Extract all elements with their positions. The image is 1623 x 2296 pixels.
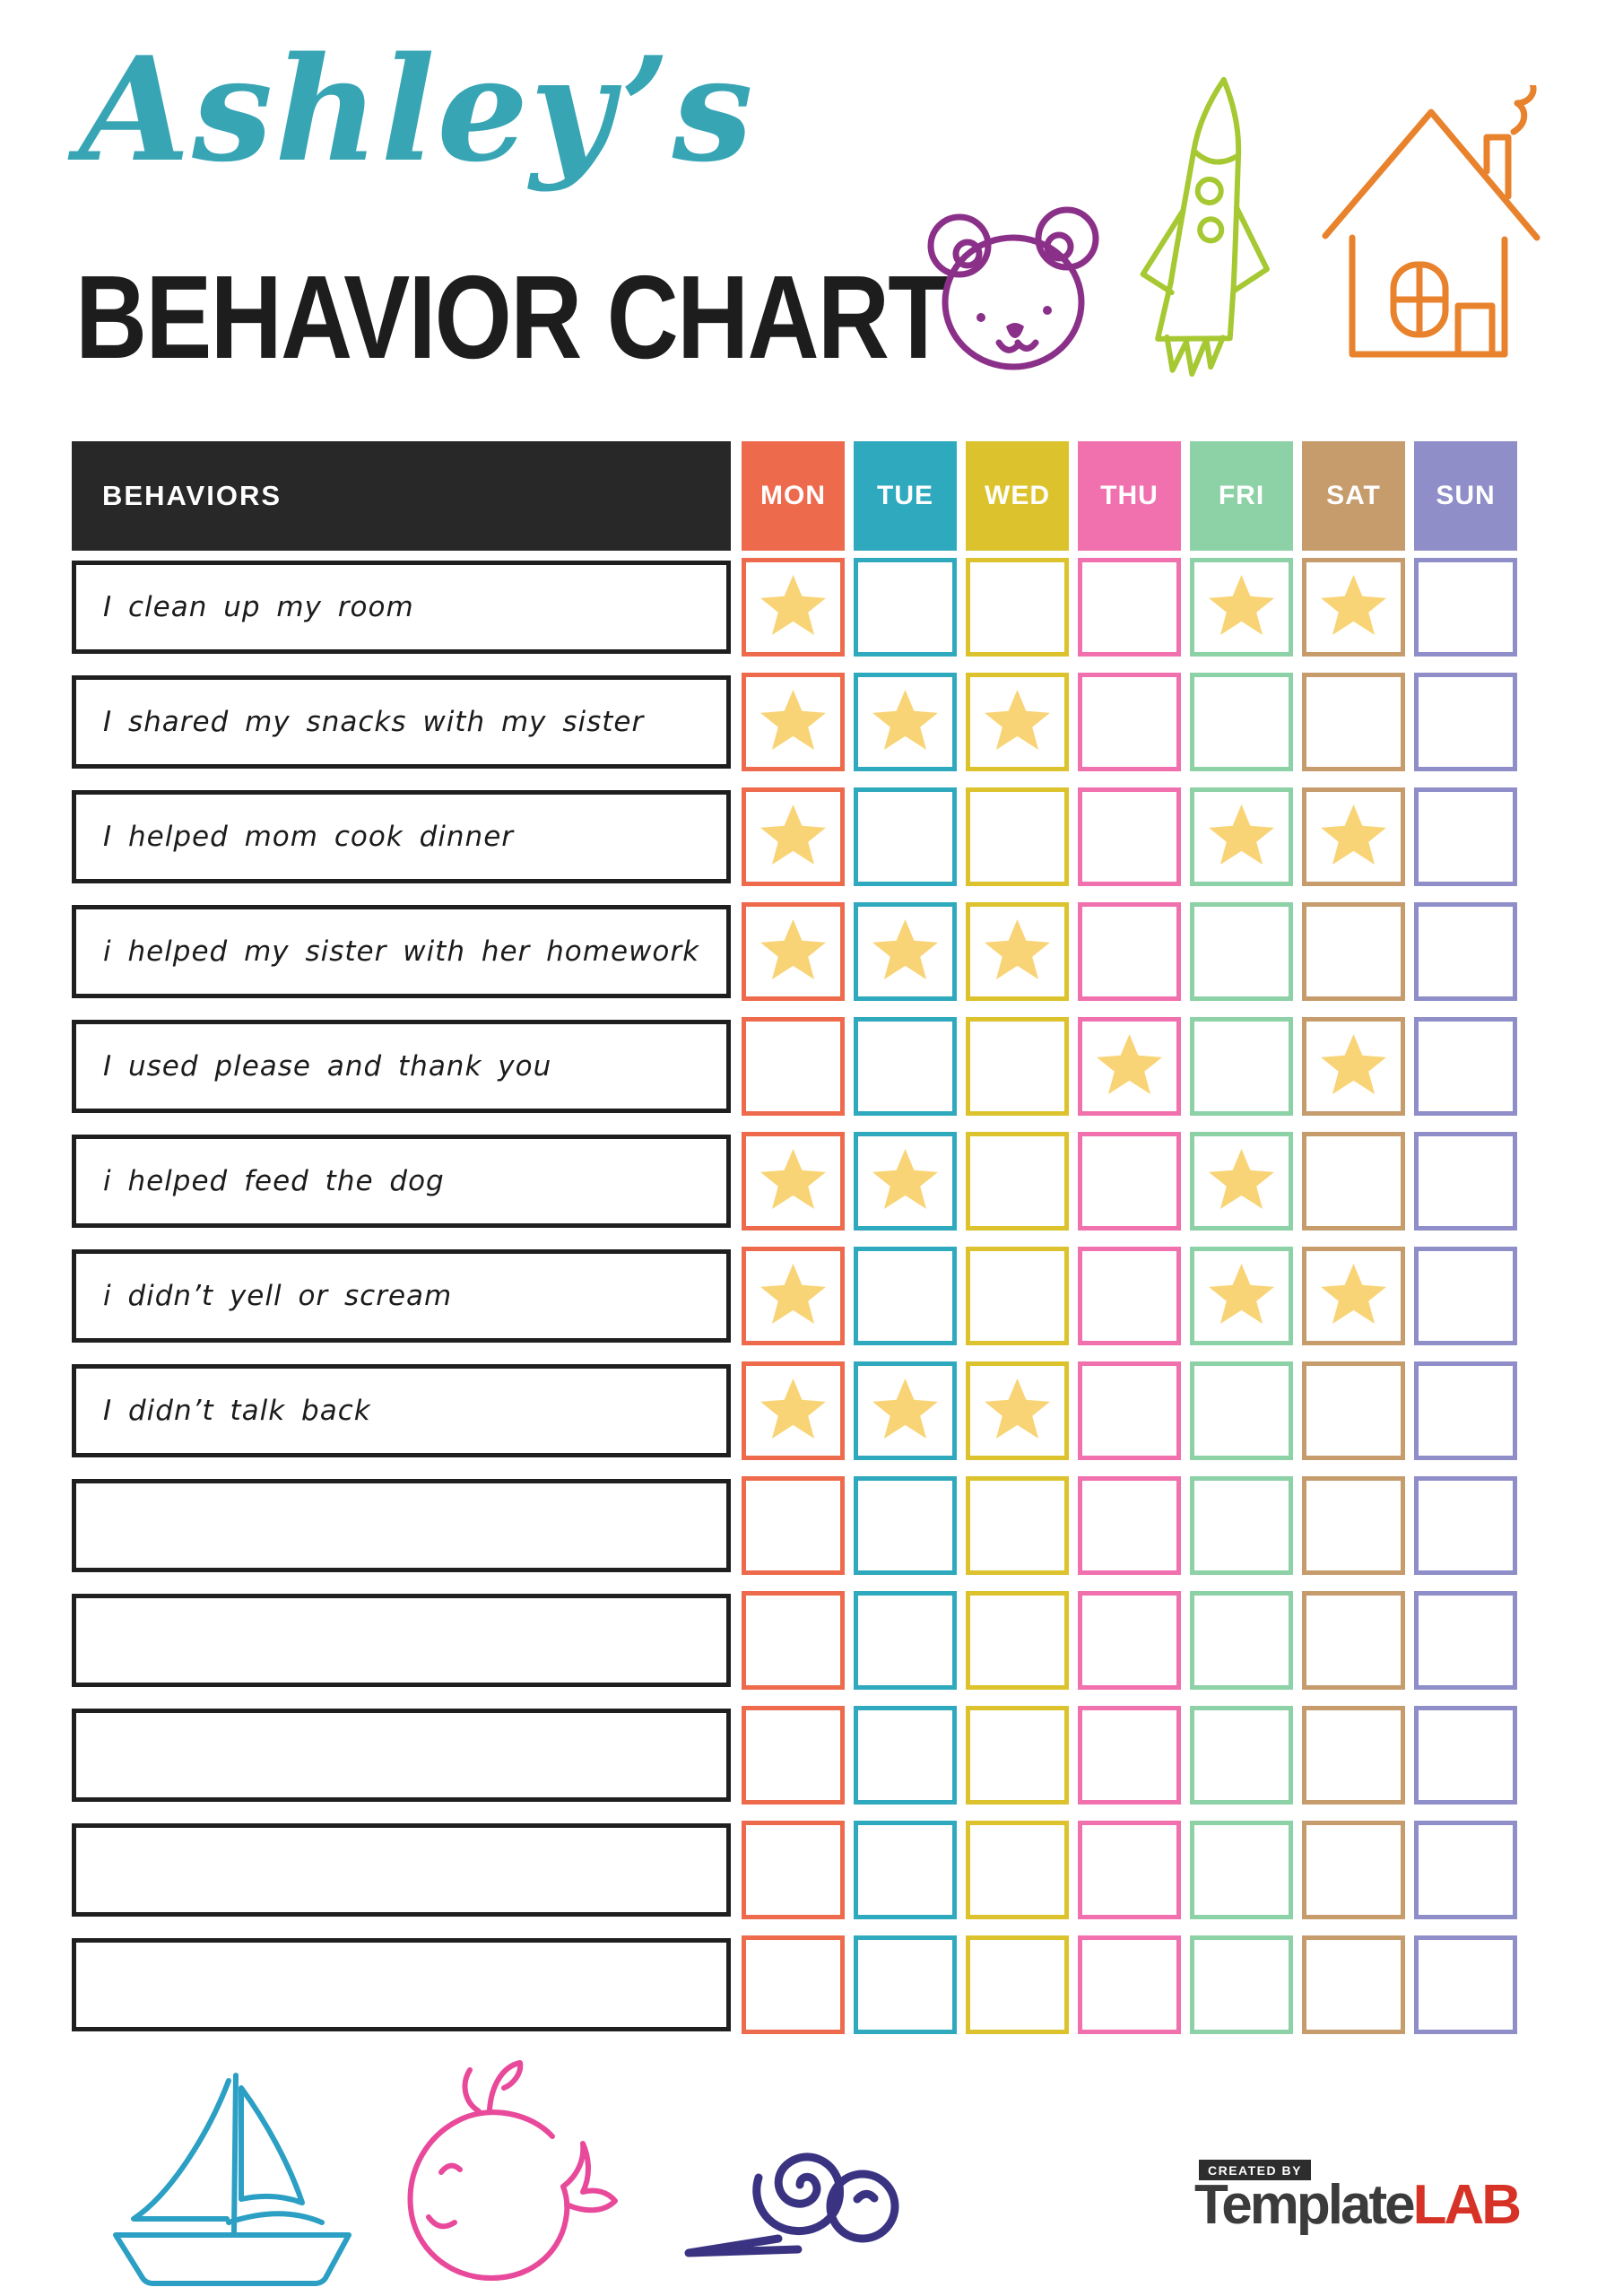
day-cell-thu [1078, 1935, 1181, 2034]
day-cell-wed [966, 787, 1069, 886]
table-row [0, 1591, 1623, 1690]
day-cell-mon [742, 1361, 845, 1460]
behavior-label: I clean up my room [72, 561, 731, 654]
child-name-script: Ashley’s [79, 25, 755, 194]
day-cell-thu [1078, 1247, 1181, 1345]
table-row [0, 1476, 1623, 1575]
day-cell-wed [966, 1706, 1069, 1805]
table-row [0, 558, 1623, 657]
day-cell-mon [742, 902, 845, 1001]
day-cell-sat [1302, 1706, 1405, 1805]
table-row [0, 1821, 1623, 1919]
table-row [0, 1132, 1623, 1231]
day-cell-fri [1190, 902, 1293, 1001]
star-icon [872, 919, 940, 984]
sailboat-icon [94, 2063, 363, 2292]
day-cell-sun [1414, 1706, 1517, 1805]
day-cell-mon [742, 1935, 845, 2034]
day-cell-mon [742, 1706, 845, 1805]
day-header-sat: SAT [1302, 441, 1405, 551]
day-cell-tue [854, 1821, 957, 1919]
day-cell-tue [854, 1935, 957, 2034]
behavior-label: I used please and thank you [72, 1020, 731, 1113]
star-icon [759, 919, 828, 984]
behaviors-column-header: BEHAVIORS [72, 441, 731, 551]
star-icon [872, 1149, 940, 1213]
day-cell-sat [1302, 1017, 1405, 1116]
day-cell-sat [1302, 1821, 1405, 1919]
day-cell-wed [966, 1247, 1069, 1345]
star-icon [759, 690, 828, 754]
day-cell-wed [966, 1821, 1069, 1919]
day-header-wed: WED [966, 441, 1069, 551]
day-cell-wed [966, 1132, 1069, 1231]
behavior-label [72, 1709, 731, 1802]
behavior-label: i didn’t yell or scream [72, 1249, 731, 1343]
day-cell-sat [1302, 1132, 1405, 1231]
behavior-label [72, 1823, 731, 1917]
day-header-thu: THU [1078, 441, 1181, 551]
house-icon [1311, 85, 1553, 377]
star-icon [1096, 1034, 1164, 1099]
day-header-sun: SUN [1414, 441, 1517, 551]
star-icon [759, 1149, 828, 1213]
day-cell-fri [1190, 1247, 1293, 1345]
brand-accent-text: LAB [1412, 2174, 1520, 2236]
rocket-icon [1115, 63, 1301, 400]
star-icon [1320, 1034, 1388, 1099]
day-cell-mon [742, 1821, 845, 1919]
day-cell-wed [966, 1935, 1069, 2034]
day-cell-fri [1190, 1361, 1293, 1460]
day-cell-fri [1190, 1935, 1293, 2034]
star-icon [984, 690, 1052, 754]
day-cell-fri [1190, 558, 1293, 657]
star-icon [1320, 804, 1388, 869]
created-by-badge: CREATED BY [1199, 2160, 1311, 2180]
table-row [0, 1017, 1623, 1116]
table-row [0, 1935, 1623, 2034]
whale-icon [377, 2054, 637, 2296]
day-cell-fri [1190, 1591, 1293, 1690]
rows [0, 558, 1623, 2050]
day-cell-fri [1190, 1132, 1293, 1231]
day-header-fri: FRI [1190, 441, 1293, 551]
templatelab-logo [1194, 2160, 1520, 2236]
day-cell-wed [966, 558, 1069, 657]
star-icon [1208, 1264, 1276, 1328]
day-cell-tue [854, 673, 957, 771]
day-cell-sun [1414, 1821, 1517, 1919]
day-cell-wed [966, 1017, 1069, 1116]
day-cell-sat [1302, 1247, 1405, 1345]
day-cell-fri [1190, 787, 1293, 886]
day-cell-sun [1414, 1247, 1517, 1345]
table-row [0, 1706, 1623, 1805]
day-cell-sun [1414, 558, 1517, 657]
star-icon [872, 690, 940, 754]
behavior-label: I shared my snacks with my sister [72, 675, 731, 769]
day-cell-thu [1078, 1821, 1181, 1919]
day-cell-thu [1078, 1591, 1181, 1690]
day-cell-mon [742, 673, 845, 771]
day-cell-wed [966, 902, 1069, 1001]
behavior-label [72, 1594, 731, 1687]
behavior-label [72, 1938, 731, 2031]
table-row [0, 787, 1623, 886]
day-cell-wed [966, 1361, 1069, 1460]
day-cell-tue [854, 902, 957, 1001]
day-cell-sun [1414, 1476, 1517, 1575]
day-cell-sun [1414, 787, 1517, 886]
day-cell-tue [854, 1706, 957, 1805]
star-icon [759, 804, 828, 869]
day-cell-thu [1078, 787, 1181, 886]
day-cell-thu [1078, 1706, 1181, 1805]
day-cell-sun [1414, 1591, 1517, 1690]
day-cell-sat [1302, 1361, 1405, 1460]
day-cell-thu [1078, 1132, 1181, 1231]
day-cell-tue [854, 558, 957, 657]
table-row [0, 1247, 1623, 1345]
bear-icon [916, 199, 1114, 378]
star-icon [984, 919, 1052, 984]
day-header-mon: MON [742, 441, 845, 551]
day-cell-tue [854, 1361, 957, 1460]
day-cell-sun [1414, 1017, 1517, 1116]
day-cell-sat [1302, 1591, 1405, 1690]
day-cell-fri [1190, 1017, 1293, 1116]
table-row [0, 902, 1623, 1001]
brand-wordmark [1194, 2174, 1520, 2236]
day-cell-mon [742, 558, 845, 657]
star-icon [759, 1264, 828, 1328]
day-cell-thu [1078, 1017, 1181, 1116]
day-cell-wed [966, 673, 1069, 771]
page-title: BEHAVIOR CHART [75, 251, 948, 383]
table-row [0, 673, 1623, 771]
day-cell-sun [1414, 1132, 1517, 1231]
day-cell-sun [1414, 902, 1517, 1001]
day-cell-thu [1078, 902, 1181, 1001]
day-cell-mon [742, 1591, 845, 1690]
day-cell-sat [1302, 558, 1405, 657]
table-header [0, 441, 1623, 551]
day-cell-sat [1302, 902, 1405, 1001]
day-cell-mon [742, 1132, 845, 1231]
star-icon [1320, 575, 1388, 639]
day-cell-wed [966, 1476, 1069, 1575]
behavior-label: I helped mom cook dinner [72, 790, 731, 883]
behavior-label [72, 1479, 731, 1572]
day-cell-fri [1190, 1476, 1293, 1575]
star-icon [759, 1378, 828, 1443]
star-icon [872, 1378, 940, 1443]
day-cell-mon [742, 1017, 845, 1116]
day-cell-wed [966, 1591, 1069, 1690]
behavior-label: I didn’t talk back [72, 1364, 731, 1457]
day-cell-fri [1190, 1821, 1293, 1919]
star-icon [1320, 1264, 1388, 1328]
behavior-label: i helped feed the dog [72, 1135, 731, 1228]
day-cell-mon [742, 787, 845, 886]
day-cell-mon [742, 1476, 845, 1575]
day-cell-tue [854, 1476, 957, 1575]
star-icon [984, 1378, 1052, 1443]
table-row [0, 1361, 1623, 1460]
day-cell-tue [854, 787, 957, 886]
day-cell-sun [1414, 673, 1517, 771]
star-icon [759, 575, 828, 639]
day-cell-tue [854, 1017, 957, 1116]
day-cell-sat [1302, 787, 1405, 886]
star-icon [1208, 804, 1276, 869]
behavior-label: i helped my sister with her homework [72, 905, 731, 998]
day-cell-thu [1078, 1361, 1181, 1460]
day-cell-sat [1302, 1476, 1405, 1575]
day-cell-tue [854, 1132, 957, 1231]
day-cell-tue [854, 1247, 957, 1345]
snail-icon [664, 2108, 919, 2265]
day-cell-fri [1190, 673, 1293, 771]
day-cell-sat [1302, 1935, 1405, 2034]
star-icon [1208, 575, 1276, 639]
day-cell-thu [1078, 673, 1181, 771]
day-cell-sun [1414, 1935, 1517, 2034]
day-cell-mon [742, 1247, 845, 1345]
day-header-tue: TUE [854, 441, 957, 551]
day-cell-thu [1078, 1476, 1181, 1575]
day-cell-sun [1414, 1361, 1517, 1460]
day-cell-tue [854, 1591, 957, 1690]
day-cell-sat [1302, 673, 1405, 771]
day-cell-fri [1190, 1706, 1293, 1805]
brand-main-text: Template [1194, 2174, 1413, 2236]
day-cell-thu [1078, 558, 1181, 657]
star-icon [1208, 1149, 1276, 1213]
